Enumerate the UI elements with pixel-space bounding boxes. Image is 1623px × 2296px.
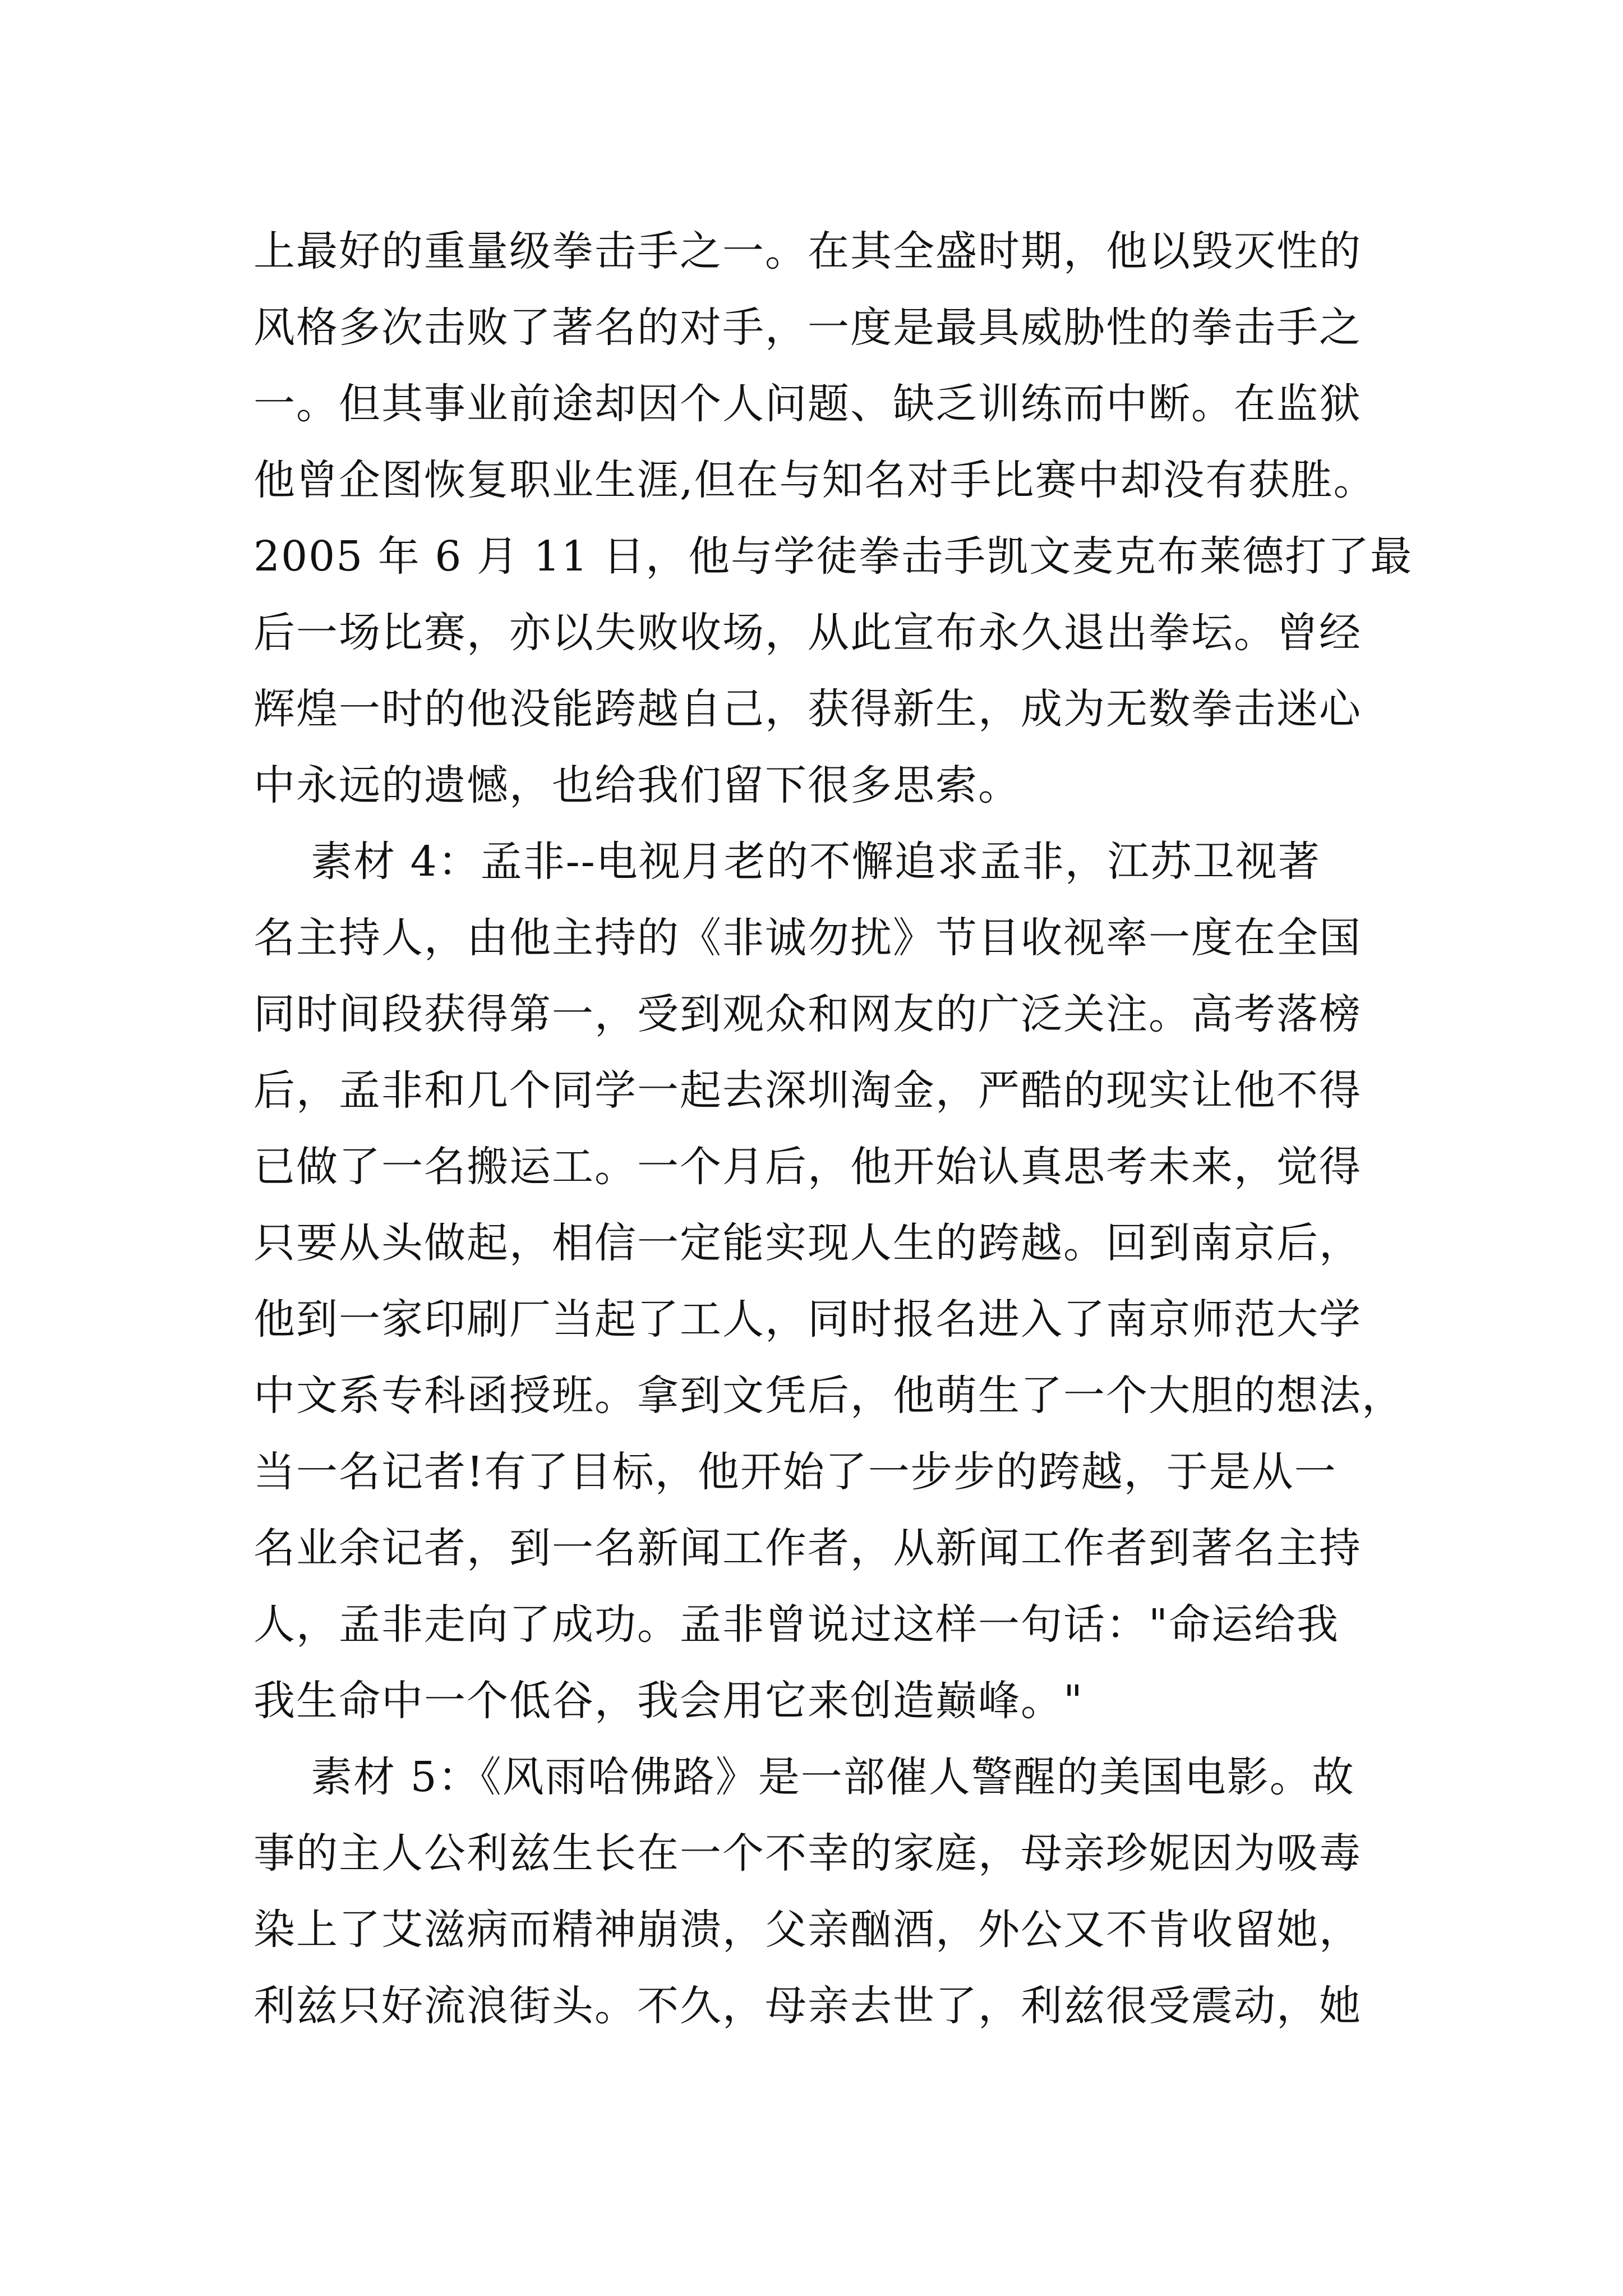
text-line: 中文系专科函授班。拿到文凭后，他萌生了一个大胆的想法， <box>253 1372 1404 1420</box>
text-line: 中永远的遗憾，也给我们留下很多思索。 <box>253 761 1021 809</box>
text-line: 风格多次击败了著名的对手，一度是最具威胁性的拳击手之 <box>253 303 1362 352</box>
text-line: 2005 年 6 月 11 日，他与学徒拳击手凯文麦克布莱德打了最 <box>253 532 1413 581</box>
text-line: 一。但其事业前途却因个人问题、缺乏训练而中断。在监狱 <box>253 380 1362 428</box>
text-line: 名业余记者，到一名新闻工作者，从新闻工作者到著名主持 <box>253 1524 1362 1572</box>
text-line: 同时间段获得第一，受到观众和网友的广泛关注。高考落榜 <box>253 990 1362 1038</box>
text-line: 事的主人公利兹生长在一个不幸的家庭，母亲珍妮因为吸毒 <box>253 1829 1362 1878</box>
text-line: 他曾企图恢复职业生涯,但在与知名对手比赛中却没有获胜。 <box>253 456 1376 504</box>
text-line: 后，孟非和几个同学一起去深圳淘金，严酷的现实让他不得 <box>253 1066 1362 1115</box>
text-line: 只要从头做起，相信一定能实现人生的跨越。回到南京后， <box>253 1219 1362 1267</box>
text-line: 已做了一名搬运工。一个月后，他开始认真思考未来，觉得 <box>253 1143 1362 1191</box>
text-line: 名主持人，由他主持的《非诚勿扰》节目收视率一度在全国 <box>253 914 1362 962</box>
text-line: 后一场比赛，亦以失败收场，从此宣布永久退出拳坛。曾经 <box>253 609 1362 657</box>
text-line: 当一名记者!有了目标，他开始了一步步的跨越，于是从一 <box>253 1448 1337 1496</box>
body-text <box>253 213 1413 2044</box>
text-line: 素材 5：《风雨哈佛路》是一部催人警醒的美国电影。故 <box>253 1753 1355 1801</box>
text-line: 我生命中一个低谷，我会用它来创造巅峰。" <box>253 1677 1084 1725</box>
text-line: 染上了艾滋病而精神崩溃，父亲酗酒，外公又不肯收留她， <box>253 1906 1362 1954</box>
text-line: 利兹只好流浪街头。不久，母亲去世了，利兹很受震动，她 <box>253 1982 1362 2030</box>
text-line: 辉煌一时的他没能跨越自己，获得新生，成为无数拳击迷心 <box>253 685 1362 733</box>
text-line: 素材 4：孟非--电视月老的不懈追求孟非，江苏卫视著 <box>253 838 1321 886</box>
text-line: 他到一家印刷厂当起了工人，同时报名进入了南京师范大学 <box>253 1295 1362 1343</box>
text-line: 人，孟非走向了成功。孟非曾说过这样一句话："命运给我 <box>253 1600 1340 1649</box>
text-line: 上最好的重量级拳击手之一。在其全盛时期，他以毁灭性的 <box>253 227 1362 275</box>
